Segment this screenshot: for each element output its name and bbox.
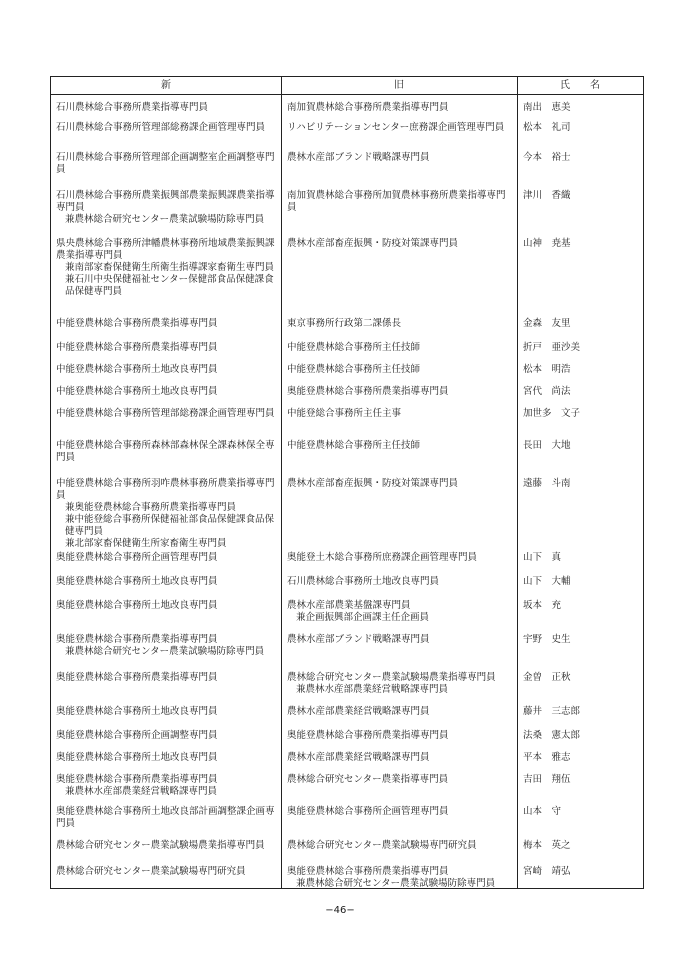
person-name: 金曽 正秋 [523,672,571,683]
new-position [56,752,280,764]
new-position-line: 兼農林総合研究センター農業試験場防除専門員 [65,646,265,657]
new-position-line: 奥能登農林総合事務所企画管理専門員 [56,552,218,563]
new-position-line: 奥能登農林総合事務所農業指導専門員 [56,774,218,785]
new-position [56,634,280,658]
new-position-line: 農林総合研究センター農業試験場専門研究員 [56,866,246,877]
old-position [287,386,513,398]
new-position-line: 中能登農林総合事務所森林部森林保全課森林保全専門員 [56,440,275,463]
old-position [287,318,513,330]
header-old: 旧 [394,80,404,91]
old-position-line: 中能登総合事務所主任主事 [287,408,402,419]
person-name: 宇野 史生 [523,634,571,645]
person-name: 長田 大地 [523,440,571,451]
new-position-line: 農林総合研究センター農業試験場農業指導専門員 [56,840,265,851]
old-position [287,440,513,452]
new-position [56,730,280,742]
new-position-line: 中能登農林総合事務所農業指導専門員 [56,342,218,353]
person-name: 折戸 亜沙美 [523,342,581,353]
old-position-line: 兼企画振興部企画課主任企画員 [296,612,430,623]
old-position-line: 農林総合研究センター農業試験場専門研究員 [287,840,477,851]
new-position-line: 兼石川中央保健福祉センター保健部食品保健課食品保健専門員 [65,274,274,297]
new-position [56,122,280,134]
column-divider [517,77,518,888]
old-position [287,706,513,718]
old-position [287,634,513,646]
person-name: 南出 恵美 [523,102,571,113]
person-name: 坂本 充 [523,600,562,611]
new-position-line: 兼農林水産部農業経営戦略課専門員 [65,786,218,797]
new-position-line: 奥能登農林総合事務所農業指導専門員 [56,672,218,683]
new-position-line: 中能登農林総合事務所管理部総務課企画管理専門員 [56,408,275,419]
old-position [287,342,513,354]
person-name: 宮代 尚法 [523,386,571,397]
old-position-line: 兼農林水産部農業経営戦略課専門員 [296,684,449,695]
person-name: 藤井 三志郎 [523,706,581,717]
new-position [56,576,280,588]
person-name: 加世多 文子 [523,408,581,419]
person-name: 松本 礼司 [523,122,571,133]
table-header [51,77,643,95]
old-position-line: 農林水産部農業経営戦略課専門員 [287,752,430,763]
old-position-line: 中能登農林総合事務所主任技師 [287,440,421,451]
new-position-line: 中能登農林総合事務所土地改良専門員 [56,386,218,397]
new-position-line: 石川農林総合事務所農業振興部農業振興課農業指導専門員 [56,190,275,213]
person-name: 平本 雅志 [523,752,571,763]
new-position [56,190,280,226]
new-position [56,806,280,830]
person-name: 遠藤 斗南 [523,478,571,489]
old-position [287,364,513,376]
old-position [287,408,513,420]
column-divider [281,77,282,888]
new-position [56,408,280,420]
old-position [287,806,513,818]
old-position [287,774,513,786]
old-position [287,752,513,764]
old-position-line: 農林水産部農業基盤課専門員 [287,600,411,611]
new-position-line: 兼農林総合研究センター農業試験場防除専門員 [65,214,265,225]
old-position-line: 兼農林総合研究センター農業試験場防除専門員 [296,878,496,889]
new-position-line: 石川農林総合事務所農業指導専門員 [56,102,209,113]
old-position [287,552,513,564]
new-position-line: 奥能登農林総合事務所土地改良専門員 [56,752,218,763]
person-name: 山神 尭基 [523,238,571,249]
person-name: 宮崎 靖弘 [523,866,571,877]
new-position [56,342,280,354]
person-name: 吉田 翔伍 [523,774,571,785]
old-position-line: 奥能登農林総合事務所農業指導専門員 [287,730,449,741]
old-position-line: リハビリテーションセンター庶務課企画管理専門員 [287,122,505,133]
person-name: 金森 友里 [523,318,571,329]
new-position [56,478,280,550]
new-position [56,152,280,176]
new-position [56,706,280,718]
personnel-table [50,76,644,889]
header-name: 氏 名 [560,80,600,91]
new-position [56,774,280,798]
old-position-line: 奥能登土木総合事務所庶務課企画管理専門員 [287,552,478,563]
old-position [287,600,513,624]
old-position [287,102,513,114]
person-name: 今本 裕士 [523,152,571,163]
page-number: −46− [325,905,355,916]
old-position-line: 奥能登農林総合事務所企画管理専門員 [287,806,449,817]
new-position-line: 奥能登農林総合事務所土地改良部計画調整課企画専門員 [56,806,275,829]
header-new: 新 [161,80,171,91]
new-position-line: 石川農林総合事務所管理部企画調整室企画調整専門員 [56,152,275,175]
old-position-line: 奥能登農林総合事務所農業指導専門員 [287,866,449,877]
new-position-line: 石川農林総合事務所管理部総務課企画管理専門員 [56,122,266,133]
person-name: 山下 真 [523,552,562,563]
new-position [56,238,280,298]
new-position [56,440,280,464]
person-name: 山本 守 [523,806,562,817]
old-position [287,478,513,490]
old-position-line: 奥能登農林総合事務所農業指導専門員 [287,386,449,397]
new-position-line: 中能登農林総合事務所農業指導専門員 [56,318,218,329]
new-position-line: 奥能登農林総合事務所企画調整専門員 [56,730,218,741]
old-position [287,576,513,588]
old-position-line: 中能登農林総合事務所主任技師 [287,364,421,375]
new-position-line: 県央農林総合事務所津幡農林事務所地域農業振興課農業指導専門員 [56,238,275,261]
old-position-line: 農林水産部畜産振興・防疫対策課専門員 [287,238,459,249]
old-position [287,730,513,742]
new-position [56,866,280,878]
old-position [287,122,513,134]
old-position-line: 石川農林総合事務所土地改良専門員 [287,576,440,587]
old-position-line: 農林総合研究センター農業試験場農業指導専門員 [287,672,496,683]
new-position-line: 奥能登農林総合事務所土地改良専門員 [56,706,218,717]
new-position [56,318,280,330]
new-position [56,600,280,612]
new-position-line: 兼南部家畜保健衛生所衛生指導課家畜衛生専門員 [65,262,275,273]
old-position-line: 農林水産部ブランド戦略課専門員 [287,634,430,645]
old-position [287,152,513,164]
old-position-line: 中能登農林総合事務所主任技師 [287,342,421,353]
old-position [287,672,513,696]
new-position-line: 奥能登農林総合事務所土地改良専門員 [56,576,218,587]
new-position [56,672,280,684]
old-position-line: 農林水産部畜産振興・防疫対策課専門員 [287,478,459,489]
old-position-line: 南加賀農林総合事務所加賀農林事務所農業指導専門員 [287,190,506,213]
person-name: 津川 香織 [523,190,571,201]
old-position [287,840,513,852]
new-position [56,386,280,398]
person-name: 梅本 英之 [523,840,571,851]
old-position-line: 農林総合研究センター農業指導専門員 [287,774,449,785]
new-position [56,102,280,114]
new-position-line: 奥能登農林総合事務所土地改良専門員 [56,600,218,611]
old-position [287,190,513,214]
old-position [287,866,513,890]
new-position [56,840,280,852]
new-position-line: 中能登農林総合事務所羽咋農林事務所農業指導専門員 [56,478,275,501]
old-position-line: 農林水産部ブランド戦略課専門員 [287,152,430,163]
old-position-line: 南加賀農林総合事務所農業指導専門員 [287,102,449,113]
new-position-line: 兼北部家畜保健衛生所家畜衛生専門員 [65,538,227,549]
new-position-line: 兼奥能登農林総合事務所農業指導専門員 [65,502,237,513]
new-position [56,364,280,376]
person-name: 山下 大輔 [523,576,571,587]
new-position-line: 中能登農林総合事務所土地改良専門員 [56,364,218,375]
person-name: 法桑 憲太郎 [523,730,581,741]
new-position-line: 兼中能登総合事務所保健福祉部食品保健課食品保健専門員 [65,514,275,537]
new-position-line: 奥能登農林総合事務所農業指導専門員 [56,634,218,645]
new-position [56,552,280,564]
person-name: 松本 明浩 [523,364,571,375]
old-position-line: 東京事務所行政第二課係長 [287,318,402,329]
old-position-line: 農林水産部農業経営戦略課専門員 [287,706,430,717]
old-position [287,238,513,250]
